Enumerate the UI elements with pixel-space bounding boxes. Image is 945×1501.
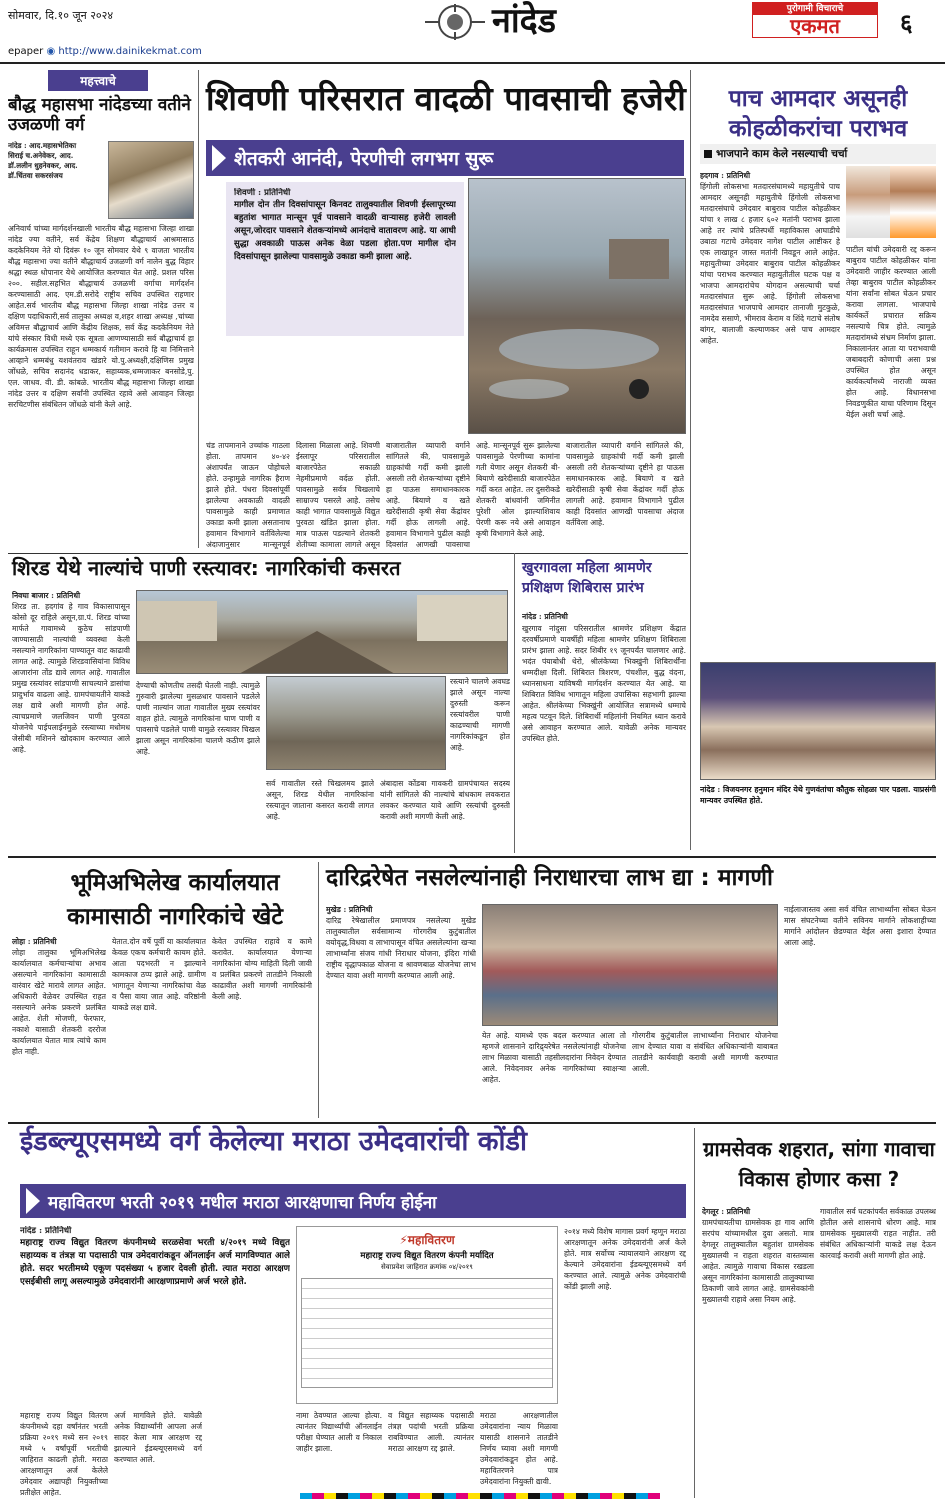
city-title: नांदेड: [492, 1, 556, 41]
daridrya-col3: गोरगरीब कुटुंबातील लाभार्थ्यांना निराधार योजनेचा लाभ देण्यात यावा व संबंधित अधिकाऱ्यांनी याबाबत तातडीने कार्यवाही करावी अशी मागणी करण्यात आली.: [632, 1031, 778, 1073]
gramsevak-dateline: देगलूर : प्रतिनिधी: [702, 1207, 751, 1216]
khurgaon-dateline: नांदेड : प्रतिनिधी: [522, 612, 568, 621]
ews-title: ईडब्ल्यूएसमध्ये वर्ग केलेल्या मराठा उमेदवारांची कोंडी: [20, 1126, 527, 1157]
arrow-icon: [212, 145, 226, 171]
globe-icon: ◉: [46, 46, 56, 57]
divider: [8, 553, 688, 554]
caption-line: सिराई च.अनेवेकर, आद.: [8, 151, 74, 160]
ad-company: महाराष्ट्र राज्य विद्युत वितरण कंपनी मर्यादित: [360, 1251, 494, 1261]
shirad-col3: रस्त्याने चालणे अवघड झाले असून नाल्या दुरुस्ती करून रस्त्यांवरील पाणी काढण्याची मागणी नागरिकांकडून होत आहे.: [450, 677, 510, 752]
divider: [514, 553, 515, 853]
shirad-col2: देण्याची कोणतीच तसदी घेतली नाही. त्यामुळे गुरुवारी झालेल्या मुसळधार पावसाने पडलेले पाणी नाल्यांन जाता गावातील मुख्य रस्त्यांवर वाहत होते. त्यामुळे नागरिकांना घाण पाणी व पावसाचे पडलेले पाणी यामुळे रस्त्यावर चिखल झाला असून नागरिकांना चालणे कठीण झाले आहे.: [136, 681, 260, 756]
ad-table: [301, 1278, 553, 1388]
kohalikar-subhead: [700, 144, 936, 164]
daridrya-col1: दारिद्र रेषेखालील प्रमाणपत्र नसलेल्या मुखेड तालुक्यातील सर्वसामान्य गोरगरीब कुटुंबातील वयोवृद्ध,विधवा व लाभापासून वंचित असलेल्यांना खऱ्या लाभार्थ्यांना संजय गांधी निराधार योजना, इंदिरा गांधी राष्ट्रीय वृद्धापकाळ योजना व श्रावणबाळ योजनेचा लाभ देण्यात यावा अशी मागणी करण्यात आली आहे.: [326, 916, 476, 980]
daridrya-dateline: मुखेड : प्रतिनिधी: [326, 905, 373, 914]
lightning-icon: ⚡: [399, 1233, 408, 1247]
divider: [694, 1128, 695, 1498]
bhumi-col1: लोहा तालुका भूमिअभिलेख कार्यालयात कर्मचाऱ्यांचा अभाव असल्याने नागरिकांना कामासाठी वारंवार खेटे मारावे लागत आहेत. अधिकारी वेळेवर उपस्थित राहत नसल्याने अनेक प्रकरणे प्रलंबित आहेत. शेती मोजणी, फेरफार, नकाशे यासाठी शेतकरी दररोज कार्यालयात येतात मात्र त्यांचे काम होत नाही.: [12, 948, 106, 1056]
divider: [198, 70, 199, 548]
shivni-col5: बाजारातील व्यापारी वर्गाने सांगितले की, पावसामुळे ग्राहकांची गर्दी कमी झाली असली तरी शेतकऱ्यांच्या दृष्टीने हा पाऊस समाधानकारक आहे. बियाणे व खते खरेदीसाठी कृषी सेवा केंद्रांवर गर्दी होऊ लागली आहे. हवामान विभागाने पुढील काही दिवसांत आणखी पावसाचा अंदाज वर्तविला आहे.: [566, 441, 684, 527]
mahatvache-label: महत्त्वाचे: [48, 70, 148, 91]
daridrya-col1-box: [326, 904, 476, 1114]
shirad-photo-main: [136, 590, 508, 674]
ornament-icon: [420, 2, 490, 42]
gramsevak-col1-box: [702, 1206, 814, 1496]
kohalikar-title: पाच आमदार असूनही कोहळीकरांचा पराभव: [728, 86, 908, 142]
epaper-label: epaper: [8, 46, 44, 57]
masthead: [0, 0, 945, 62]
shirad-title: शिरड येथे नाल्यांचे पाणी रस्त्यावर: नागरिकांची कसरत: [12, 558, 405, 579]
bhumi-col1-box: [12, 936, 106, 1112]
bhumi-col3: केवेत उपस्थित राहावे व कामे करावेत. कार्यालयात येणाऱ्या नागरिकांना योग्य माहिती दिली जावी व प्रलंबित प्रकरणे तातडीने निकाली काढावीत अशी मागणी नागरिकांनी केली आहे.: [212, 937, 312, 1001]
shivni-col1: चंड तापमानाने उच्चांक गाठला होता. तापमान ४०-४२ अंशापर्यंत जाऊन पोहोचले होते. उन्हामुळे नागरिक हैराण झाले होते. पंधरा दिवसांपूर्वी झालेल्या अवकाळी वादळी पावसामुळे काही प्रमाणात उकाडा कमी झाला असतानाच हवामान विभागाने वर्तविलेल्या अंदाजानुसार मान्सूनपूर्व: [206, 441, 290, 549]
square-bullet-icon: [704, 150, 712, 158]
shivni-lead-box: [226, 182, 464, 336]
ews-lead: महाराष्ट्र राज्य विद्युत वितरण कंपनीमध्ये सरळसेवा भरती ४/२०१९ मध्ये विद्युत सहाय्यक व तंत्रज्ञ या पदासाठी पात्र उमेदवारांकडून ऑनलाईन अर्ज मागविण्यात आले होते. सदर भरतीमध्ये एकूण पदसंख्या ५ हजार देवली होती. त्यात मराठा आरक्षण एसईबीसी लागू असल्यामुळे उमेदवारांनी आरक्षणाप्रमाणे अर्ज भरले होते.: [20, 1238, 290, 1287]
shivni-title: शिवणी परिसरात वादळी पावसाची हजेरी: [206, 79, 686, 118]
divider: [8, 856, 936, 858]
daridrya-photo: [482, 904, 778, 1026]
kohalikar-col2: पाटील यांची उमेदवारी रद्द करून बाबुराव पाटील कोहळीकर यांना उमेदवारी जाहीर करण्यात आली तेव्हा बाबुराव पाटील कोहळीकर यांना सर्वांना सोबत घेऊन प्रचार करावा लागला. भाजपाचे कार्यकर्ते प्रचारात सक्रिय नसल्याचे चित्र होते. त्यामुळे मतदारांमध्ये संभ्रम निर्माण झाला. निकालानंतर आता या पराभवाची जबाबदारी कोणाची असा प्रश्न उपस्थित होत असून कार्यकर्त्यांमध्ये नाराजी व्यक्त होत आहे. विधानसभा निवडणुकीत याचा परिणाम दिसून येईल अशी चर्चा आहे.: [846, 245, 936, 419]
khurgaon-photo: [700, 662, 936, 780]
mahatvache-box: [8, 70, 194, 550]
shirad-col1-box: [12, 590, 130, 852]
ews-subhead-banner: [20, 1184, 686, 1218]
ews-lead-box: [20, 1226, 290, 1376]
ad-sub: सेवाप्रवेश जाहिरात क्रमांक ०४/२०१९: [381, 1263, 473, 1271]
shivni-col3: बाजारातील व्यापारी वर्गाने सांगितले की, पावसामुळे ग्राहकांची गर्दी कमी झाली असली तरी शेतकऱ्यांच्या दृष्टीने हा पाऊस समाधानकारक आहे. बियाणे व खते खरेदीसाठी कृषी सेवा केंद्रांवर गर्दी होऊ लागली आहे. हवामान विभागाने पुढील काही दिवसांत आणखी पावसाचा: [386, 441, 470, 549]
shirad-col4: अंबादास कोंडबा गावकरी ग्रामपंचायत सदस्य यांनी सांगितले की नाल्यांचे बांधकाम लवकरात लवकर करण्यात यावे आणि रस्त्यांची दुरुस्ती करावी अशी मागणी केली आहे.: [380, 779, 510, 821]
daridrya-title: दारिद्ररेषेत नसलेल्यांनाही निराधारचा लाभ द्या : मागणी: [326, 865, 773, 891]
shivni-lead: मागील दोन तीन दिवसांपासून किनवट तालुक्यातील शिवणी ईस्लापूरच्या बहुतांश भागात मान्सून पूर्व पावसाने वादळी वाऱ्यासह हजेरी लावली असून,जोरदार पावसाने शेतकऱ्यांमध्ये आनंदाचे वातावरण आहे. या आधी सुद्धा अवकाळी पाऊस अनेक वेळा पडला होता.पण मागील दोन दिवसांपासून झालेल्या पावसामुळे उकाडा कमी झाला आहे.: [234, 200, 456, 262]
gramsevak-col1: ग्रामपंचायतीचा ग्रामसेवक हा गाव आणि सरपंच यांच्यामधील दुवा असतो. मात्र देगलूर तालुक्यातील बहुतांश ग्रामसेवक मुख्यालयी न राहता शहरात वास्तव्यास आहेत. त्यामुळे गावाचा विकास रखडला असून नागरिकांना कामासाठी तालुक्याच्या ठिकाणी जावे लागत आहे. ग्रामसेवकांनी मुख्यालयी राहावे असा नियम आहे.: [702, 1218, 814, 1304]
caption-line: नांदेड : आद.महासभेतिका: [8, 141, 77, 150]
kohalikar-subhead-text: भाजपाने काम केले नसल्याची चर्चा: [716, 148, 848, 160]
bhumi-dateline: लोहा : प्रतिनिधी: [12, 937, 57, 946]
shirad-caption: सर्व गावातील रस्ते चिखलमय झाले असून, शिरड येथील नागरिकांना रस्त्यातून जाताना कसरत करावी लागत आहे.: [266, 779, 374, 821]
bhumi-col2: येतात.दोन वर्षे पूर्वी या कार्यालयात केवळ एकच कर्मचारी कायम होते. आता पदभरती न झाल्याने कामकाज ठप्प झाले आहे. ग्रामीण भागातून येणाऱ्या नागरिकांचा वेळ व पैसा वाया जात आहे. वरिष्ठांनी याकडे लक्ष द्यावे.: [112, 937, 206, 1012]
brand-name: एकमत: [790, 14, 840, 38]
shivni-col2: दिलासा मिळाला आहे. शिवणी ईस्लापूर परिसरातील बाजारपेठेत सकाळी नेहमीप्रमाणे वर्दळ होती. पावसामुळे सर्वत्र चिखलाचे साम्राज्य पसरले आहे. तसेच काही भागात पावसामुळे विद्युत पुरवठा खंडित झाला होता. मात्र पाऊस पडल्याने शेतकरी शेतीच्या कामाला लागले असून: [296, 441, 380, 549]
ews-ad: [296, 1226, 558, 1404]
ews-subhead: महावितरण भरती २०१९ मधील मराठा आरक्षणाचा निर्णय होईना: [48, 1192, 437, 1213]
khurgaon-body: खुरगाव नांदुसा परिसरातील श्रामणेर प्रशिक्षण केंद्रात दरवर्षीप्रमाणे यावर्षीही महिला श्रामणेर प्रशिक्षण शिबिराला प्रारंभ झाला आहे. सदर शिबीर १९ जूनपर्यंत चालणार आहे. भदंत पंयाबोधी थेरो, श्रीलंकेच्या भिक्खुंनी शिबिरार्थींना धम्मदीक्षा दिली. शिबिरात त्रिशरण, पंचशील, बुद्ध वंदना, ध्यानसाधना याविषयी मार्गदर्शन करण्यात येत आहे. या शिबिरात विविध भागातून महिला उपासिका सहभागी झाल्या आहेत. श्रीलंकेच्या भिक्खुंनी आयोजित सत्रामध्ये धम्माचे महत्व पटवून दिले. शिबिरार्थी महिलांनी नियमित ध्यान करावे असे आवाहन करण्यात आले. यावेळी अनेक मान्यवर उपस्थित होते.: [522, 624, 686, 743]
daridrya-col2: येत आहे. यामध्ये एक बदल करण्यात आला तो म्हणजे शासनाने दारिद्र्यरेषेत नसलेल्यांनाही योजनेचा लाभ मिळावा यासाठी तहसीलदारांना निवेदन देण्यात आले. निवेदनावर अनेक नागरिकांच्या स्वाक्षऱ्या आहेत.: [482, 1031, 626, 1084]
ews-dateline: नांदेड : प्रतिनिधी: [20, 1226, 72, 1236]
mahatvache-caption: [8, 141, 104, 219]
caption-line: डॉ.चिंतवा सकरसंजय: [8, 171, 63, 180]
khurgaon-body-box: [522, 604, 686, 764]
kohalikar-dateline: हदगाव : प्रतिनिधी: [700, 171, 751, 180]
brand-box: [752, 2, 878, 38]
shivni-subhead-banner: [206, 140, 684, 176]
shirad-col1: शिरड ता. हदगांव हे गाव विकासापासून कोसो दूर राहिले असून,ग्रा.पं. शिरड यांच्या मार्फते गावामध्ये कुठेच सांडपाणी जाण्यासाठी नाल्यांची व्यवस्था केली नसल्याने नागरिकांना पाण्यातून वाट काढावी लागत आहे. त्यामुळे शिरडवासियांना विविध आजारांना तोंड द्यावे लागत आहे. गावातील प्रमुख रस्त्यांवर सांडपाणी साचल्याने डासांचा प्रादुर्भाव वाढला आहे. ग्रामपंचायतीने याकडे लक्ष द्यावे अशी मागणी होत आहे. त्याचप्रमाणे जलजिवन पाणी पुरवठा योजनेचे पाईपलाईनमुळे रस्त्याच्या मधोमध जेसीबी मशिनने खोदकाम करण्यात आले आहे.: [12, 602, 130, 754]
bhumi-title: भूमिअभिलेख कार्यालयात कामासाठी नागरिकांचे खेटे: [67, 870, 283, 930]
khurgaon-title: खुरगावला महिला श्रामणेर प्रशिक्षण शिबिरास प्रारंभ: [522, 560, 652, 596]
arrow-icon: [26, 1188, 40, 1214]
print-color-bar: [300, 1493, 660, 1499]
ad-logo-text: महावितरण: [407, 1233, 455, 1247]
mahatvache-photo-row: [8, 141, 194, 219]
epaper-url[interactable]: http://www.dainikekmat.com: [58, 46, 202, 57]
ews-col4: व विद्युत सहाय्यक पदासाठी तंत्रज्ञ पदांची भरती प्रक्रिया राबविण्यात आली. त्यानंतर मराठा आरक्षण रद्द झाले.: [388, 1411, 474, 1453]
ews-col1: महाराष्ट्र राज्य विद्युत वितरण कंपनीमध्ये दहा वर्षांनंतर भरती प्रक्रिया २०१९ मध्ये सन २०१९ मध्ये ५ वर्षांपूर्वी भरतीची जाहिरात काढली होती. मराठा आरक्षणातून अर्ज केलेले उमेदवार अद्यापही नियुक्तीच्या प्रतीक्षेत आहेत.: [20, 1411, 108, 1496]
shivni-col4: आहे. मान्सूनपूर्व सुरू झालेल्या पावसामुळे पेरणीच्या कामांना गती येणार असून शेतकरी बी-बियाणे खरेदीसाठी बाजारपेठेत गर्दी करत आहेत. तर दुसरीकडे शेतकरी बांधवांनी जमिनीत पुरेशी ओल झाल्याशिवाय पेरणी करू नये असे आवाहन कृषी विभागाने केले आहे.: [476, 441, 560, 538]
ews-col5: २०१४ मध्ये विशेष मागास प्रवर्ग म्हणून मराठा आरक्षणातून अनेक उमेदवारांनी अर्ज केले होते. मात्र सर्वोच्च न्यायालयाने आरक्षण रद्द केल्याने उमेदवारांना ईडब्ल्यूएसमध्ये वर्ग करण्यात आले. त्यामुळे अनेक उमेदवारांची कोंडी झाली आहे.: [564, 1227, 686, 1291]
gramsevak-col2: गावातील सर्व घटकांपर्यंत सर्वकाळ उपलब्ध होतील असे शासनाचे धोरण आहे. मात्र ग्रामसेवक मुख्यालयी राहत नाहीत. तरी संबंधित अधिकाऱ्यांनी याकडे लक्ष देऊन कारवाई करावी अशी मागणी होत आहे.: [820, 1207, 936, 1260]
kohalikar-photo-1: [846, 166, 890, 238]
caption-line: डॉ.ललीन धुहनेवकर, आद.: [8, 161, 78, 170]
gramsevak-title: ग्रामसेवक शहरात, सांगा गावाचा विकास होणार कसा ?: [703, 1137, 935, 1191]
shirad-dateline: निवघा बाजार : प्रतिनिधी: [12, 591, 81, 600]
ews-col3: नामा ठेवण्यात आल्या होत्या. त्यानंतर विद्यार्थ्यांची ऑनलाईन परीक्षा घेण्यात आली व निकाल जाहीर झाला.: [296, 1411, 382, 1453]
shivni-subhead: शेतकरी आनंदी, पेरणीची लगभग सुरू: [234, 148, 494, 170]
kohalikar-photo-2: [890, 166, 936, 238]
daridrya-col4: नाईलाजास्तव असा सर्व वंचित लाभार्थ्यांना सोबत घेऊन मास संघटनेच्या वतीने सविनय मार्गाने लोकशाहीच्या मार्गाने आंदोलन छेडण्यात येईल असा इशारा देण्यात आला आहे.: [784, 905, 936, 947]
shivni-photo: [468, 178, 686, 434]
mahatvache-body: अनिवार्च चांच्या मार्गदर्शनखाली भारतीय बौद्ध महासभा जिल्हा शाखा नांदेड ज्या वतीने, सर्व केंद्रेय शिक्षण बौद्धाचार्य आश्रमासाठ कदकेनियम नेते यो दिवंरू १० जून सोमवार येथे ९ वाजता भारतीय बौद्ध महासभा ज्या वतीने बौद्धाचार्य उजळणी वर्ग नालेन बुद्ध विहार श्रद्धा स्थळ धोपानार येथे आयोजित करण्यात येत आहे. प्रशल परिस २००. सहील.सहभित बौद्धाचार्य उजळणी वर्गाचा मार्गदर्शन करण्यासाठी आद. एम.डी.सरोदे राष्ट्रीय सचिव उपस्थित राहणार आहेत.सर्व भारतीय बौद्ध महासभा जिल्हा शाखा नांदेड उत्तर व दक्षिण पदाधिकारी,सर्व तालुका अध्यक्ष व,शहर शाखा अध्यक्ष ,चांच्या अविमत्त बौद्धाचार्य आणि केंद्रीय शिक्षक, सर्व केंद्र कदकेनियम नेते यांचे संस्कार विधी मध्ये एक सूत्रता आणण्यासाठी सर्व बौद्धाचार्य हा कार्यक्रमास उपस्थित राहून धम्मकार्य गतीमान करावे हि या निमित्ताने आव्हाने धम्मबंधु यशवंतराव खंडारे यो.पु.अध्यक्षी,दक्षिणिस प्रमुख जोंधळे, सचिव सदानंद धडाकर, सहाय्यक,धम्मजाकर बनसोडे,पु. एल. जाधव. वी. डी. कांबळे. भारतीय बौद्ध महासभा जिल्हा शाखा नांदेड उत्तर व दक्षिण सर्वांनी उपस्थित रहावे असे आवाहन जिल्हा सरचिटणीस संबंधितन जोंधळे यांनी केले आहे.: [8, 224, 194, 409]
mahatvache-photo: [108, 141, 194, 219]
shivni-dateline: शिवणी : प्रतिनिधी: [234, 188, 291, 198]
mahatvache-title: बौद्ध महासभा नांदेडच्या वतीने उजळणी वर्ग: [8, 95, 191, 135]
masthead-rule: [0, 62, 945, 64]
khurgaon-caption: नांदेड : विजयनगर हनुमान मंदिर येथे गुणवंतांचा कौतुक सोहळा पार पडला. याप्रसंगी मान्यवर उपस्थित होते.: [700, 785, 936, 805]
mahavitaran-logo: [301, 1231, 553, 1248]
ews-col6: मराठा आरक्षणातील उमेदवारांना न्याय मिळावा यासाठी शासनाने तातडीने निर्णय घ्यावा अशी मागणी उमेदवारांकडून होत आहे. महावितरणने पात्र उमेदवारांना नियुक्ती द्यावी.: [480, 1411, 558, 1486]
brand-tagline: पुरोगामी विचाराचे: [753, 3, 877, 15]
divider: [690, 70, 691, 850]
shirad-photo-2: [266, 676, 446, 770]
ews-col2: अर्ज मागविले होते. यावेळी अनेक विद्यार्थ्यांनी आपला अर्ज सादर केला मात्र आरक्षण रद्द झाल्याने ईडब्ल्यूएसमध्ये वर्ग करण्यात आले.: [114, 1411, 202, 1464]
epaper-line: [8, 46, 202, 57]
page-number: ६: [900, 9, 913, 37]
kohalikar-col1: हिंगोली लोकसभा मतदारसंघामध्ये महायुतीचे पाच आमदार असूनही महायुतीचे हिंगोली लोकसभा मतदारसंघाचे उमेदवार बाबुराव पाटील कोहळीकर यांचा १ लाख ८ हजार ६०२ मतांनी पराभव झाला आहे तर त्यांचे प्रतिस्पर्धी महाविकास आघाडीचे उबाठा गटाचे उमेदवार नागेश पाटील आष्टीकर हे एक लाखाहून जास्त मतांनी निवडून आले आहेत. महायुतीच्या उमेदवार बाबुराव पाटील कोहळीकर यांचा पराभव करण्यात महायुतीतील घटक पक्ष व भाजपा आमदारांचेच योगदान असल्याची चर्चा मतदारसंघात सुरू आहे. हिंगोली लोकसभा मतदारसंघात भाजपाचे आमदार तानाजी मुटकुळे, नामदेव ससाणे, भीमराव केराम व शिंदे गटाचे संतोष बांगर, बालाजी कल्याणकर असे पाच आमदार आहेत.: [700, 182, 840, 345]
divider: [8, 1122, 936, 1124]
divider: [318, 862, 319, 1118]
masthead-date: सोमवार, दि.१० जून २०२४: [8, 9, 114, 22]
